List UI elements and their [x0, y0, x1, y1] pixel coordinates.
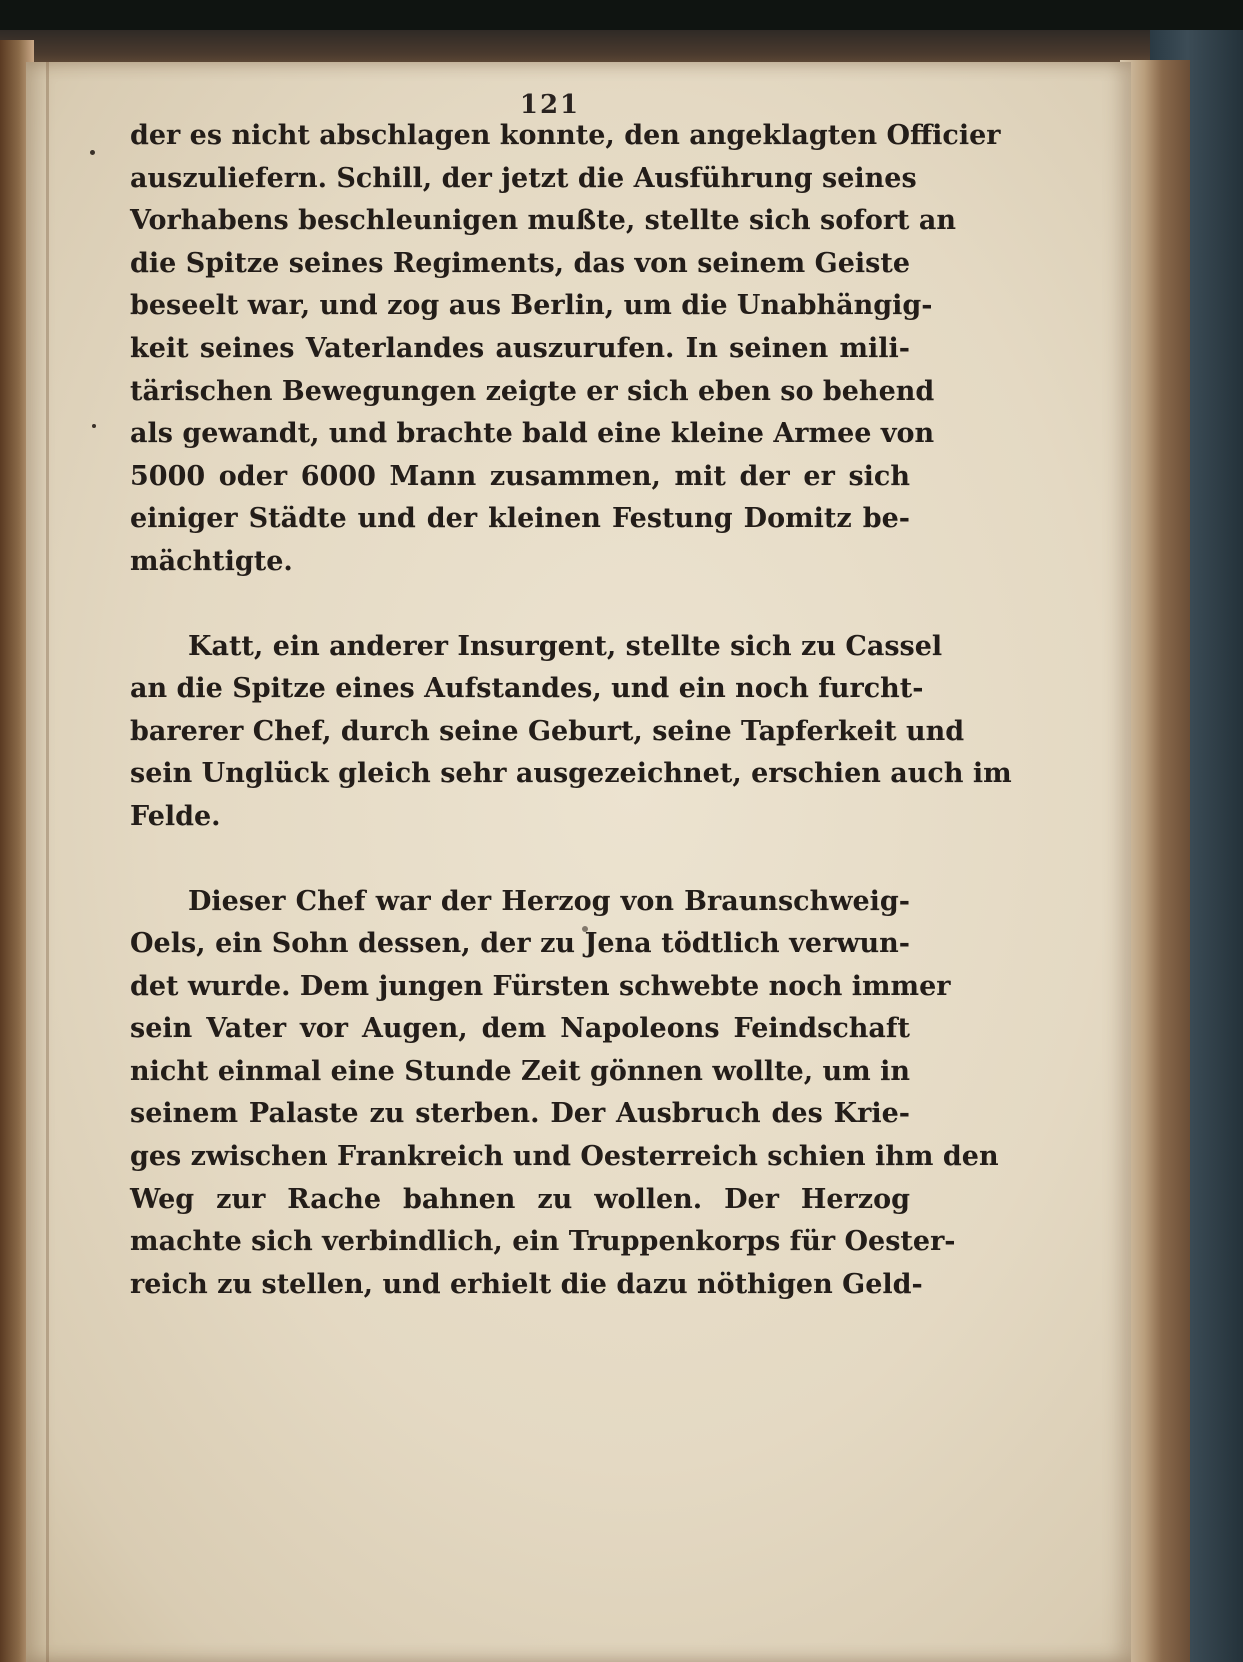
- paragraph-3: [130, 881, 999, 1307]
- text-line: Felde.: [130, 800, 221, 832]
- paragraph-gap: [130, 584, 910, 626]
- text-line: sein Vater vor Augen, dem Napoleons Feindschaft: [130, 1013, 910, 1045]
- text-line: machte sich verbindlich, ein Truppenkorps für Oester-: [130, 1226, 956, 1258]
- text-line: beseelt war, und zog aus Berlin, um die Unabhängig-: [130, 290, 933, 322]
- text-line: Dieser Chef war der Herzog von Braunschweig-: [188, 885, 910, 917]
- text-line: sein Unglück gleich sehr ausgezeichnet, erschien auch im: [130, 758, 1012, 790]
- text-line: ges zwischen Frankreich und Oesterreich schien ihm den: [130, 1141, 999, 1173]
- text-line: als gewandt, und brachte bald eine kleine Armee von: [130, 418, 935, 450]
- text-line: nicht einmal eine Stunde Zeit gönnen wollte, um in: [130, 1055, 911, 1087]
- text-line: auszuliefern. Schill, der jetzt die Ausführung seines: [130, 162, 917, 194]
- paragraph-1: [130, 115, 1001, 584]
- text-line: mächtigte.: [130, 545, 293, 577]
- text-line: Vorhabens beschleunigen mußte, stellte sich sofort an: [130, 205, 957, 237]
- text-line: Weg zur Rache bahnen zu wollen. Der Herzog: [130, 1183, 910, 1215]
- text-line: an die Spitze eines Aufstandes, und ein noch furcht-: [130, 673, 924, 705]
- text-line: der es nicht abschlagen konnte, den angeklagten Officier: [130, 120, 1001, 151]
- text-line: Katt, ein anderer Insurgent, stellte sich zu Cassel: [188, 630, 943, 662]
- text-line: Oels, ein Sohn dessen, der zu Jena tödtlich verwun-: [130, 928, 910, 960]
- text-line: barerer Chef, durch seine Geburt, seine Tapferkeit und: [130, 715, 965, 747]
- text-line: seinem Palaste zu sterben. Der Ausbruch des Krie-: [130, 1098, 910, 1130]
- text-line: einiger Städte und der kleinen Festung Domitz be-: [130, 503, 910, 535]
- paper-speck: [90, 150, 95, 155]
- paper-speck: [92, 424, 96, 428]
- page-number: 121: [519, 90, 581, 120]
- text-line: det wurde. Dem jungen Fürsten schwebte noch immer: [130, 970, 951, 1002]
- text-line: reich zu stellen, und erhielt die dazu nöthigen Geld-: [130, 1268, 923, 1300]
- body-text: [130, 115, 1012, 1306]
- gutter-shadow: [46, 62, 49, 1662]
- paragraph-gap: [130, 839, 910, 881]
- text-line: keit seines Vaterlandes auszurufen. In seinen mili-: [130, 332, 910, 364]
- paragraph-2: [130, 626, 1012, 839]
- text-line: die Spitze seines Regiments, das von seinem Geiste: [130, 247, 910, 279]
- text-line: tärischen Bewegungen zeigte er sich eben so behend: [130, 375, 935, 407]
- text-line: 5000 oder 6000 Mann zusammen, mit der er sich: [130, 460, 910, 492]
